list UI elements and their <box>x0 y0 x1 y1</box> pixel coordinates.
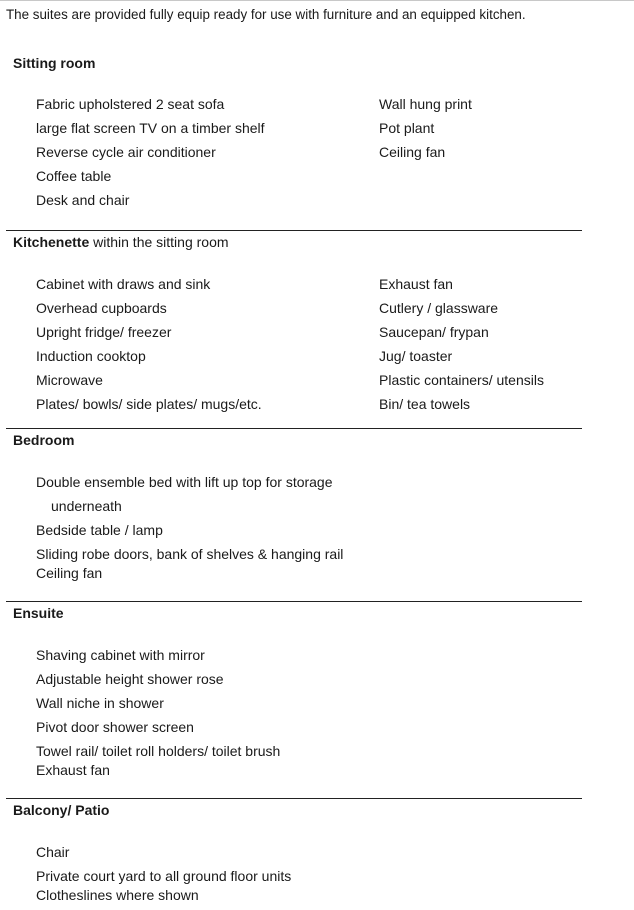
list-item: Coffee table <box>36 168 112 184</box>
section-title: Kitchenette <box>13 234 90 250</box>
section-balcony-patio <box>6 798 582 905</box>
list-item: Induction cooktop <box>36 348 146 364</box>
kitchen-right-list <box>379 275 579 419</box>
list-item: Chair <box>36 844 70 860</box>
list-item: Clotheslines where shown <box>36 887 199 903</box>
list-item: Towel rail/ toilet roll holders/ toilet brush <box>36 743 281 759</box>
sitting-left-list <box>36 95 366 215</box>
list-item: Wall hung print <box>379 96 472 112</box>
section-kitchenette <box>6 230 582 428</box>
section-ensuite <box>6 601 582 798</box>
list-item: Pot plant <box>379 120 435 136</box>
section-title: Sitting room <box>13 55 96 71</box>
top-rule <box>0 0 634 1</box>
list-item: Upright fridge/ freezer <box>36 324 172 340</box>
list-item: Plastic containers/ utensils <box>379 372 544 388</box>
list-item: Double ensemble bed with lift up top for storage <box>36 474 333 490</box>
list-item: Pivot door shower screen <box>36 719 194 735</box>
list-item: Exhaust fan <box>379 276 453 292</box>
list-item: Jug/ toaster <box>379 348 453 364</box>
list-item: Cutlery / glassware <box>379 300 499 316</box>
list-item: Adjustable height shower rose <box>36 671 224 687</box>
list-item: Desk and chair <box>36 192 130 208</box>
list-item: Ceiling fan <box>379 144 446 160</box>
intro-text: The suites are provided fully equip ready for use with furniture and an equipped kitchen. <box>6 7 526 22</box>
sitting-right-list <box>379 95 579 167</box>
list-item: Cabinet with draws and sink <box>36 276 211 292</box>
balcony-left-list <box>36 843 366 910</box>
section-heading <box>13 604 64 622</box>
list-item: Private court yard to all ground floor units <box>36 868 292 884</box>
section-title: Bedroom <box>13 432 75 448</box>
list-item: Shaving cabinet with mirror <box>36 647 205 663</box>
section-heading <box>13 54 95 72</box>
list-item: Plates/ bowls/ side plates/ mugs/etc. <box>36 396 262 412</box>
list-item: Microwave <box>36 372 103 388</box>
section-heading <box>13 801 109 819</box>
list-item: Sliding robe doors, bank of shelves & hanging rail <box>36 546 344 562</box>
section-title: Ensuite <box>13 605 64 621</box>
list-item-continuation <box>36 497 396 521</box>
kitchen-left-list <box>36 275 366 419</box>
list-item: Wall niche in shower <box>36 695 164 711</box>
list-item: Bedside table / lamp <box>36 522 163 538</box>
list-item: Fabric upholstered 2 seat sofa <box>36 96 225 112</box>
section-bedroom <box>6 428 582 601</box>
list-item: Reverse cycle air conditioner <box>36 144 216 160</box>
section-title-suffix: within the sitting room <box>89 234 229 250</box>
bedroom-left-list <box>36 473 396 588</box>
section-heading <box>13 431 74 449</box>
section-sitting-room <box>6 50 582 230</box>
list-item: Ceiling fan <box>36 565 103 581</box>
section-heading <box>13 233 229 251</box>
section-title: Balcony/ Patio <box>13 802 110 818</box>
list-item: Saucepan/ frypan <box>379 324 489 340</box>
list-item: Overhead cupboards <box>36 300 167 316</box>
list-item-continuation-text: underneath <box>51 498 122 514</box>
list-item: large flat screen TV on a timber shelf <box>36 120 265 136</box>
list-item: Bin/ tea towels <box>379 396 471 412</box>
ensuite-left-list <box>36 646 366 785</box>
list-item: Exhaust fan <box>36 762 110 778</box>
